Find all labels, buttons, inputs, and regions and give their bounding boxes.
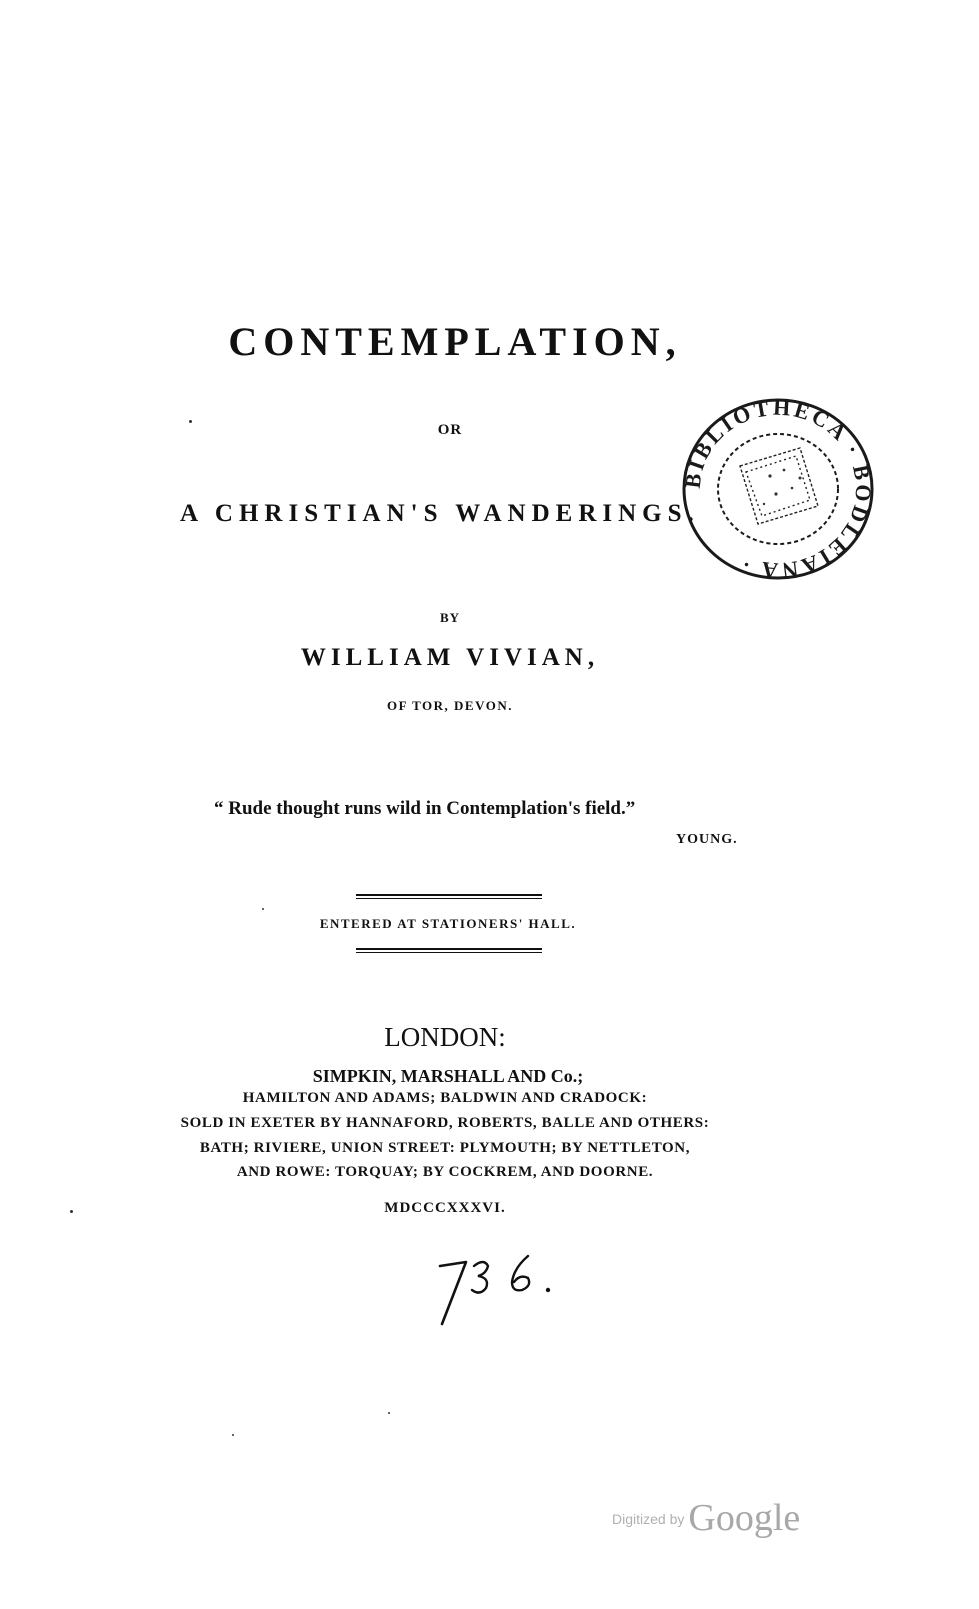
imprint-city: LONDON: [384, 1022, 506, 1052]
scan-speck [232, 1434, 234, 1436]
scan-speck [189, 420, 192, 423]
scan-speck [262, 908, 264, 910]
imprint-year: MDCCCXXXVI. [384, 1200, 506, 1216]
library-stamp [680, 396, 876, 582]
watermark-brand: Google [688, 1497, 801, 1539]
book-subtitle: A CHRISTIAN'S WANDERINGS. [180, 500, 700, 527]
imprint-line: SOLD IN EXETER BY HANNAFORD, ROBERTS, BALLE AND OTHERS: [180, 1115, 710, 1131]
epigraph-attribution: YOUNG. [676, 832, 738, 847]
divider-rule-top [356, 894, 542, 899]
imprint-line: SIMPKIN, MARSHALL AND Co.; [312, 1066, 584, 1086]
digitized-watermark [612, 1496, 800, 1540]
svg-text:BIBLIOTHECA · BODLEIANA ·: BIBLIOTHECA · BODLEIANA · [680, 396, 876, 582]
imprint-line: HAMILTON AND ADAMS; BALDWIN AND CRADOCK: [242, 1090, 648, 1106]
scan-speck [388, 1412, 390, 1414]
registration-note: ENTERED AT STATIONERS' HALL. [319, 916, 577, 931]
title-connector: OR [437, 422, 463, 438]
author-place: OF TOR, DEVON. [387, 698, 513, 713]
divider-rule-bottom [356, 948, 542, 953]
by-label: BY [439, 610, 461, 625]
epigraph-quote: “ Rude thought runs wild in Contemplation's field.” [214, 798, 636, 819]
author-name: WILLIAM VIVIAN, [300, 644, 600, 671]
imprint-line: BATH; RIVIERE, UNION STREET: PLYMOUTH; BY NETTLETON, [199, 1140, 691, 1156]
watermark-prefix: Digitized by [612, 1511, 685, 1527]
scan-speck [70, 1210, 73, 1213]
book-title: CONTEMPLATION, [228, 319, 682, 364]
imprint-line: AND ROWE: TORQUAY; BY COCKREM, AND DOORNE. [236, 1164, 654, 1180]
handwritten-shelfmark [420, 1244, 580, 1334]
